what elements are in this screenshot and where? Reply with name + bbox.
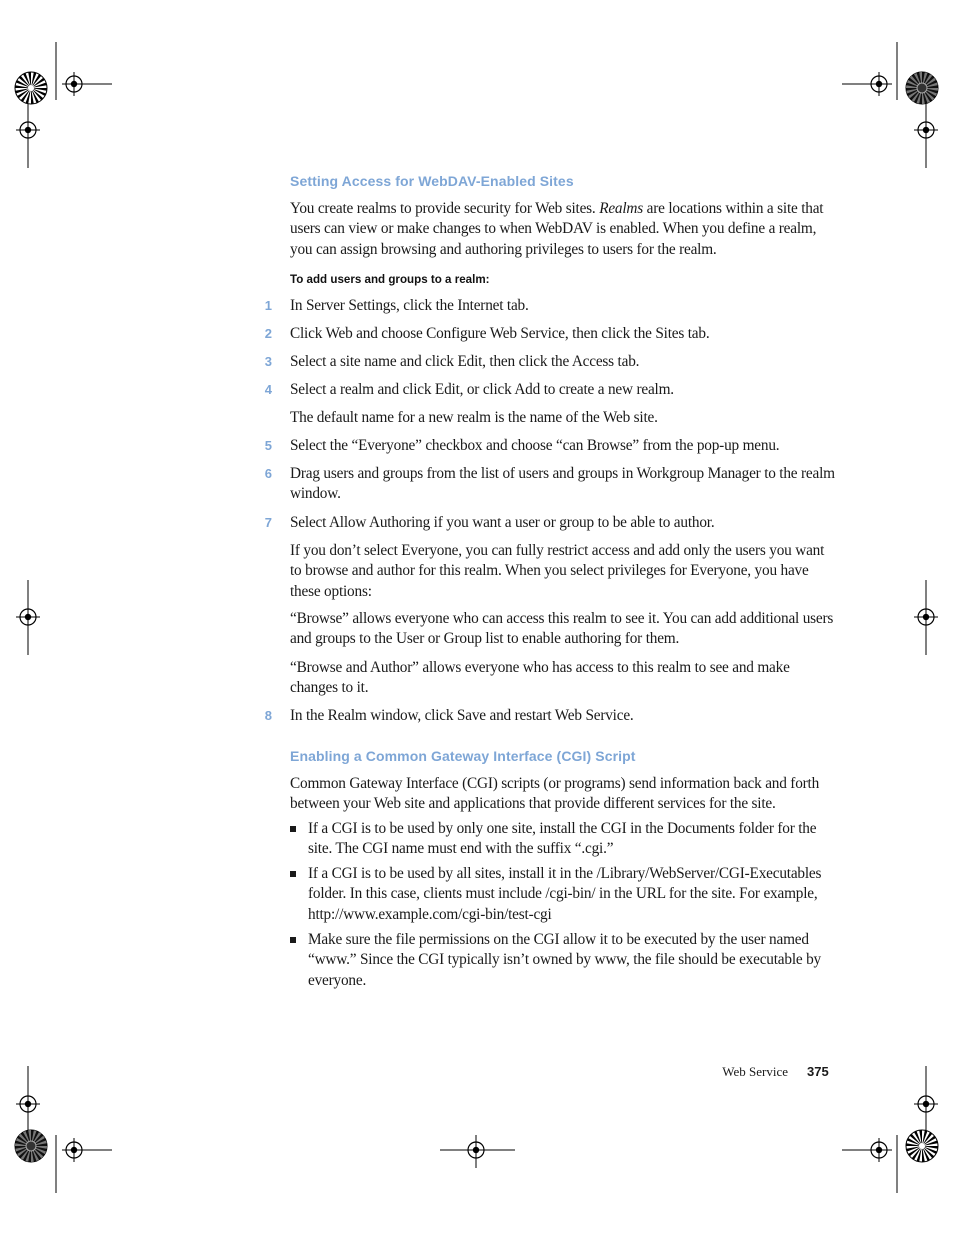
bullet-text: If a CGI is to be used by only one site, install the CGI in the Documents folder for the site. The CGI name must end with the suffix “.cgi.”: [308, 820, 817, 858]
step-note: The default name for a new realm is the name of the Web site.: [290, 409, 658, 426]
bullet-icon: [290, 871, 296, 877]
section-heading-webdav: Setting Access for WebDAV-Enabled Sites: [290, 173, 574, 189]
starburst-mark-icon: [906, 72, 938, 104]
step-number: 8: [264, 708, 272, 723]
step-number: 4: [264, 382, 272, 397]
starburst-mark-icon: [906, 1130, 938, 1162]
registration-target-icon: [62, 1138, 86, 1162]
step-text: In the Realm window, click Save and restart Web Service.: [290, 707, 634, 724]
step-note: If you don’t select Everyone, you can fully restrict access and add only the users you want to browse and author for this realm. When you select privileges for Everyone, you have these options:: [290, 542, 825, 600]
step-number: 5: [264, 438, 272, 453]
registration-target-icon: [914, 605, 938, 629]
registration-target-icon: [62, 72, 86, 96]
step-number: 6: [264, 466, 272, 481]
registration-target-icon: [867, 72, 891, 96]
step-number: 2: [264, 326, 272, 341]
footer-section-name: Web Service: [722, 1064, 788, 1079]
registration-target-icon: [914, 118, 938, 142]
registration-target-icon: [464, 1138, 488, 1162]
registration-target-icon: [914, 1092, 938, 1116]
step-note: “Browse and Author” allows everyone who has access to this realm to see and make changes to it.: [290, 659, 790, 697]
page-number: 375: [807, 1064, 829, 1079]
step-text: Select the “Everyone” checkbox and choose “can Browse” from the pop-up menu.: [290, 437, 780, 454]
registration-target-icon: [16, 605, 40, 629]
webdav-intro-paragraph: [290, 199, 835, 260]
step-text: Select Allow Authoring if you want a user or group to be able to author.: [290, 514, 715, 531]
starburst-mark-icon: [15, 72, 47, 104]
bullet-text: If a CGI is to be used by all sites, install it in the /Library/WebServer/CGI-Executables folder. In this case, clients must include /cgi-bin/ in the URL for the site. For example, http://www.example.com/cgi-bin/test-cgi: [308, 865, 822, 923]
procedure-title: To add users and groups to a realm:: [290, 273, 490, 286]
intro-text-2: are locations within a site that users can view or make changes to when WebDAV is enabled. When you define a realm, you can assign browsing and authoring privileges to users for the realm.: [290, 200, 824, 258]
bullet-icon: [290, 826, 296, 832]
step-text: Select a site name and click Edit, then click the Access tab.: [290, 353, 640, 370]
cgi-intro-paragraph: Common Gateway Interface (CGI) scripts (or programs) send information back and forth between your Web site and applications that provide different services for the site.: [290, 775, 820, 813]
registration-target-icon: [16, 118, 40, 142]
step-note: “Browse” allows everyone who can access this realm to see it. You can add additional users and groups to the User or Group list to enable authoring for them.: [290, 610, 834, 648]
step-number: 3: [264, 354, 272, 369]
registration-target-icon: [16, 1092, 40, 1116]
intro-italic-term: Realms: [599, 200, 644, 217]
step-text: In Server Settings, click the Internet tab.: [290, 297, 529, 314]
section-heading-cgi: Enabling a Common Gateway Interface (CGI) Script: [290, 748, 636, 764]
registration-target-icon: [867, 1138, 891, 1162]
intro-text-1: You create realms to provide security for Web sites.: [290, 200, 600, 217]
bullet-text: Make sure the file permissions on the CGI allow it to be executed by the user named “www.” Since the CGI typically isn’t owned by www, the file should be executable by everyone.: [308, 931, 821, 989]
step-text: Select a realm and click Edit, or click Add to create a new realm.: [290, 381, 674, 398]
starburst-mark-icon: [15, 1130, 47, 1162]
step-number: 7: [264, 515, 272, 530]
bullet-icon: [290, 937, 296, 943]
step-text: Drag users and groups from the list of users and groups in Workgroup Manager to the realm window.: [290, 465, 835, 503]
step-text: Click Web and choose Configure Web Service, then click the Sites tab.: [290, 325, 710, 342]
step-number: 1: [264, 298, 272, 313]
